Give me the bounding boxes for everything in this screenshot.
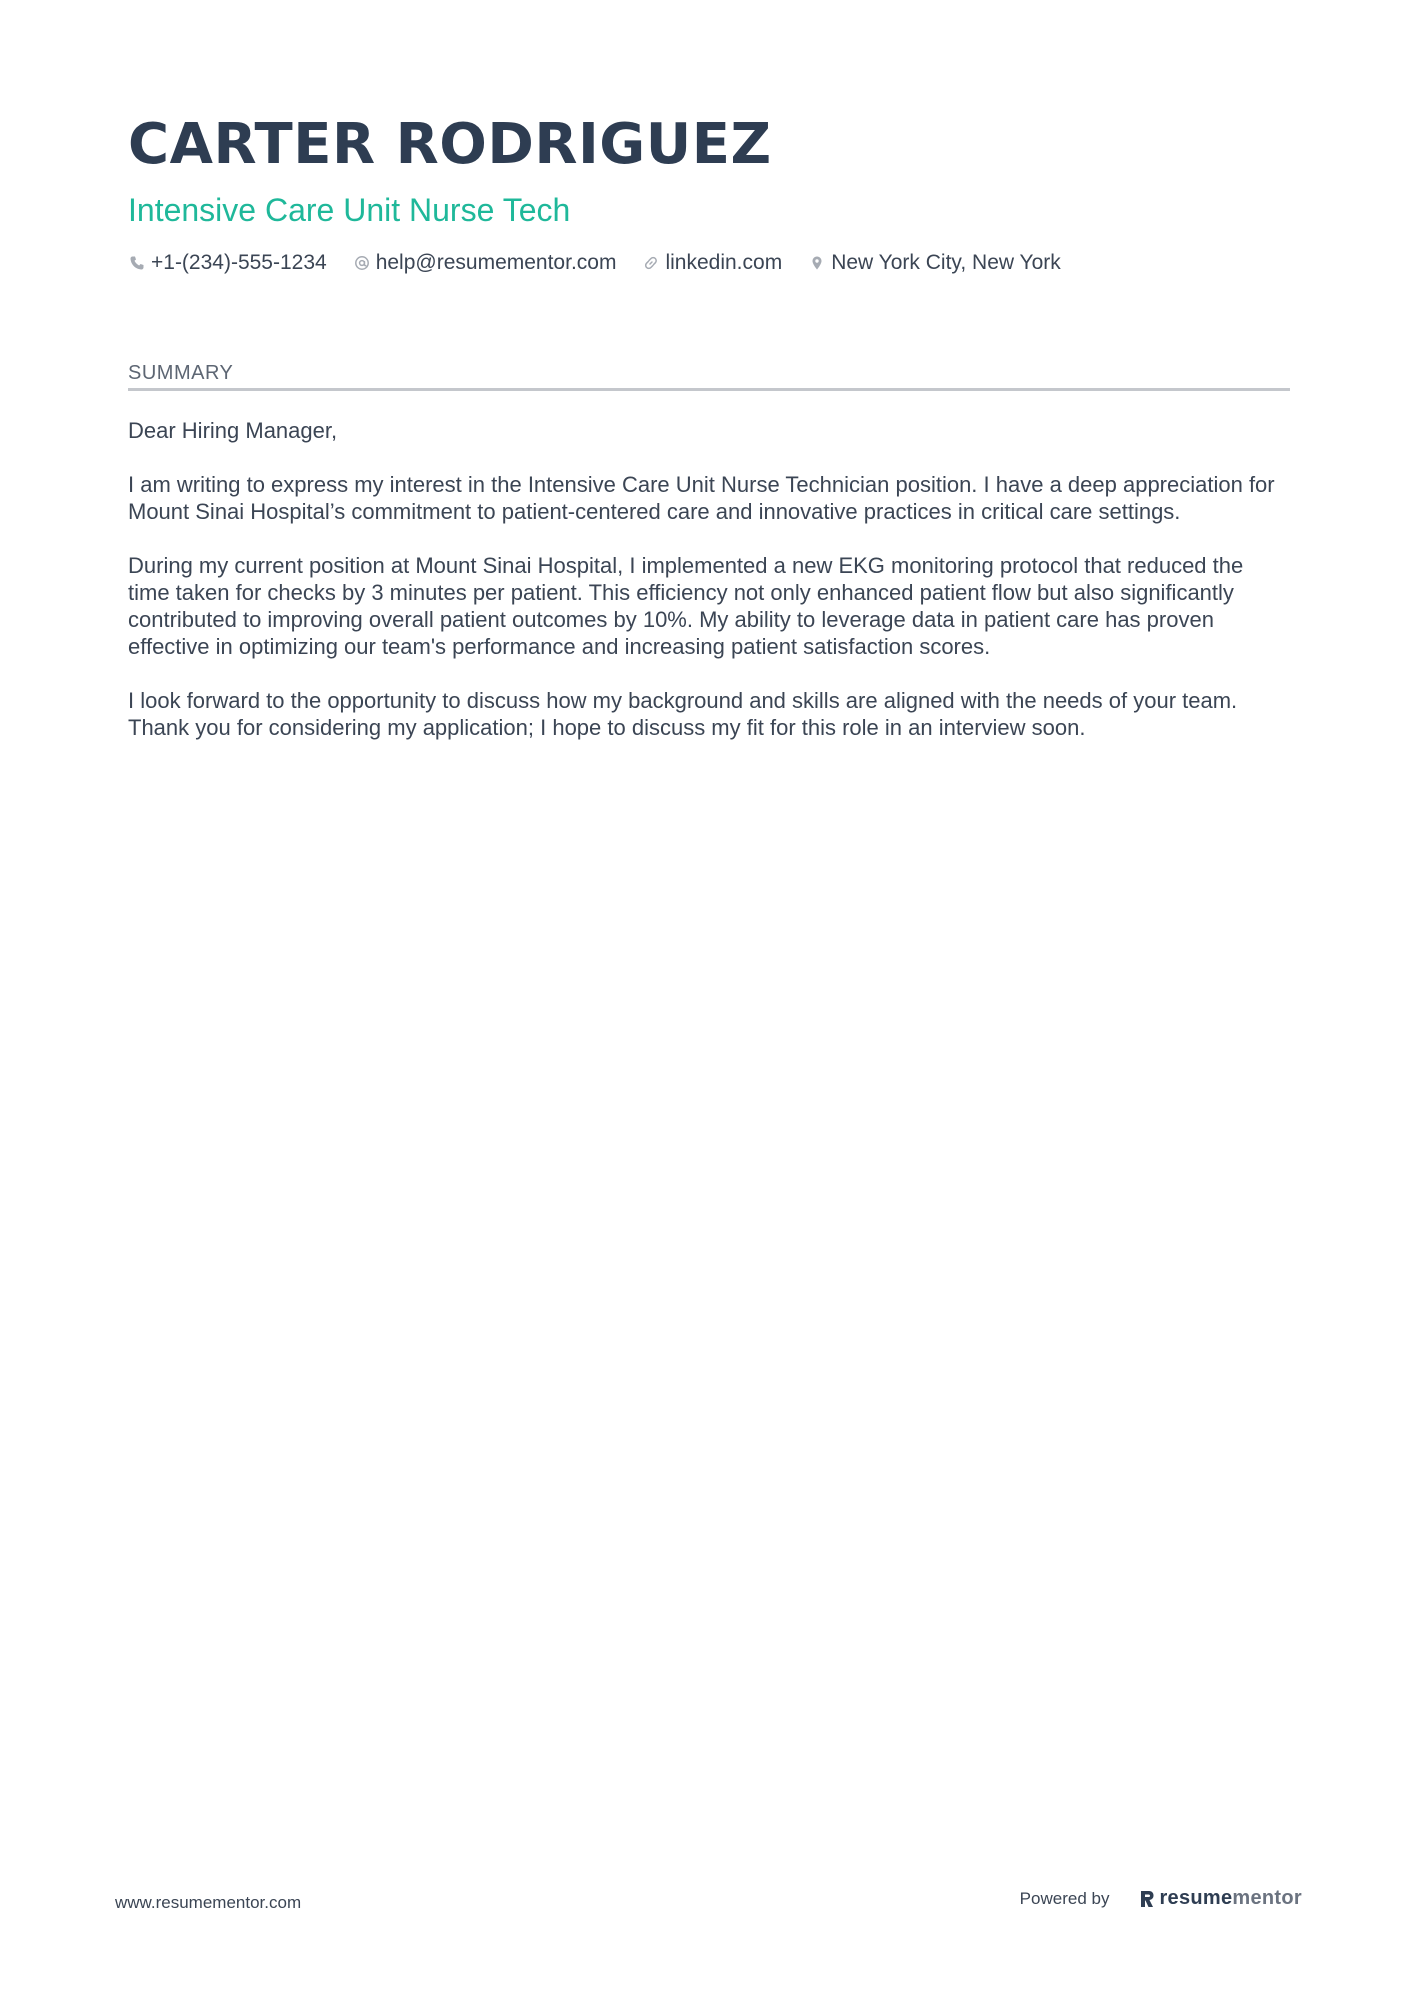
letter-paragraph: I look forward to the opportunity to discuss how my background and skills are aligned with the needs of your team. Thank you for considering my application; I hope to discuss my fit for this role in an interview soon. bbox=[128, 688, 1238, 740]
candidate-name: CARTER RODRIGUEZ bbox=[128, 112, 772, 177]
resumementor-logo-icon bbox=[1139, 1889, 1155, 1909]
letter-body bbox=[128, 417, 1290, 741]
footer-website[interactable]: www.resumementor.com bbox=[115, 1893, 302, 1912]
phone-text: +1-(234)-555-1234 bbox=[151, 251, 327, 274]
location-pin-icon bbox=[808, 254, 826, 272]
contact-link bbox=[642, 251, 782, 275]
contact-location bbox=[808, 251, 1061, 275]
at-icon bbox=[353, 254, 371, 272]
brand-logo[interactable] bbox=[1139, 1887, 1302, 1910]
email-link[interactable]: help@resumementor.com bbox=[375, 251, 617, 274]
summary-section bbox=[128, 360, 1290, 768]
footer-branding bbox=[1020, 1887, 1302, 1910]
section-title: SUMMARY bbox=[128, 360, 1290, 391]
letter-paragraph: During my current position at Mount Sinai Hospital, I implemented a new EKG monitoring protocol that reduced the time taken for checks by 3 minutes per patient. This efficiency not only enhanced patient flow but also significantly contributed to improving overall patient outcomes by 10%. My ability to leverage data in patient care has proven effective in optimizing our team's performance and increasing patient satisfaction scores. bbox=[128, 553, 1244, 659]
brand-name-part1: resume bbox=[1159, 1887, 1233, 1909]
contact-phone bbox=[128, 251, 327, 275]
contact-email bbox=[353, 251, 617, 275]
letter-paragraph: I am writing to express my interest in the Intensive Care Unit Nurse Technician position. I have a deep appreciation for Mount Sinai Hospital’s commitment to patient-centered care and innovative practices in critical care settings. bbox=[128, 472, 1275, 524]
phone-icon bbox=[128, 254, 146, 272]
salutation: Dear Hiring Manager, bbox=[128, 418, 338, 443]
header bbox=[128, 110, 1288, 278]
linkedin-link[interactable]: linkedin.com bbox=[665, 251, 783, 274]
location-text: New York City, New York bbox=[831, 251, 1061, 274]
powered-by-label: Powered by bbox=[1019, 1888, 1110, 1908]
job-title: Intensive Care Unit Nurse Tech bbox=[128, 192, 571, 228]
contact-info bbox=[128, 248, 1288, 278]
link-icon bbox=[642, 254, 660, 272]
brand-name-part2: mentor bbox=[1232, 1887, 1302, 1909]
